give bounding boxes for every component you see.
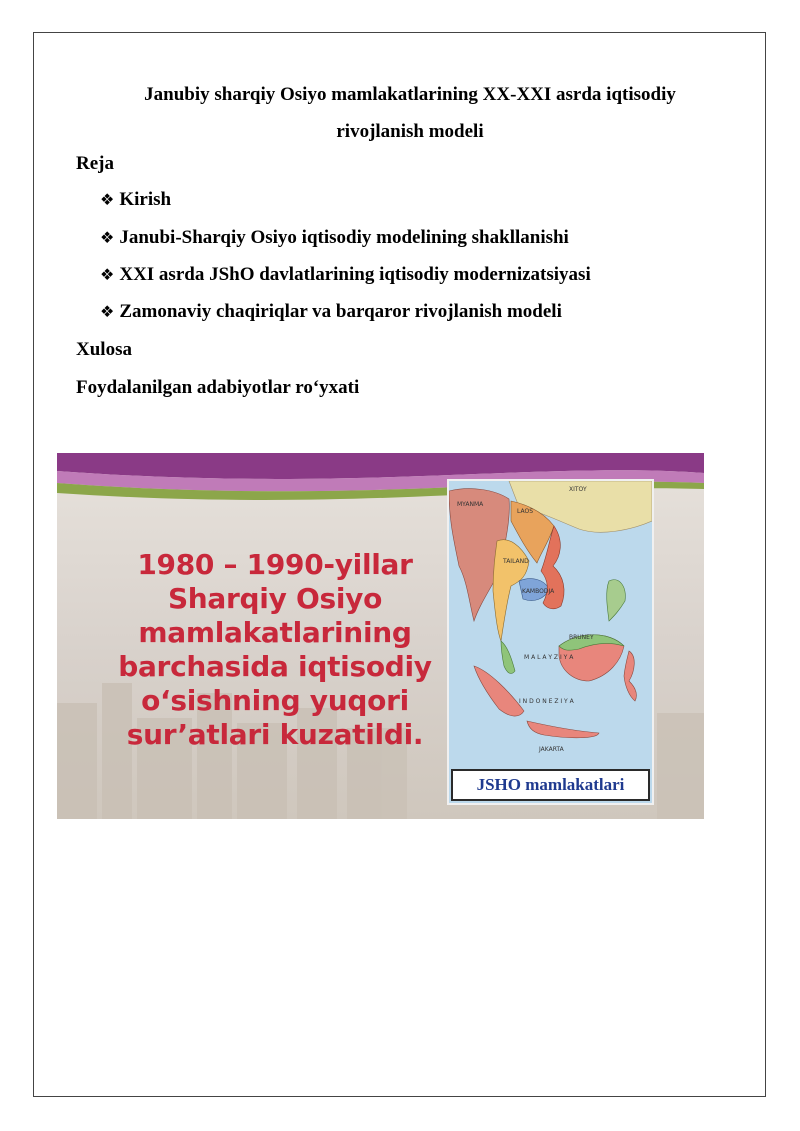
references-heading: Foydalanilgan adabiyotlar ro‘yxati: [76, 377, 360, 398]
title-line-1: Janubiy sharqiy Osiyo mamlakatlarining XX-XXI asrda iqtisodiy: [144, 84, 676, 105]
map-label: I N D O N E Z I Y A: [519, 698, 574, 705]
map-label: KAMBODJA: [522, 588, 555, 595]
banner-line: sur’atlari kuzatildi.: [126, 718, 424, 751]
banner-headline: [95, 548, 455, 752]
plan-item-label: XXI asrda JShO davlatlarining iqtisodiy modernizatsiyasi: [119, 264, 591, 285]
plan-item: [100, 264, 591, 286]
banner-line: mamlakatlarining: [138, 616, 412, 649]
map-label: JAKARTA: [539, 746, 564, 753]
plan-item: [100, 301, 562, 323]
map-label: XITOY: [569, 486, 587, 493]
plan-item: [100, 189, 171, 211]
map-label: LAOS: [517, 508, 534, 515]
banner-line: o‘sishning yuqori: [141, 684, 409, 717]
plan-item: [100, 227, 569, 249]
diamond-bullet-icon: ❖: [100, 190, 115, 209]
map-graphic: [449, 481, 652, 769]
map-label: TAILAND: [503, 558, 529, 565]
plan-item-label: Kirish: [119, 189, 172, 210]
diamond-bullet-icon: ❖: [100, 265, 115, 284]
map-label: BRUNEY: [569, 634, 594, 641]
map-caption: JSHO mamlakatlari: [451, 769, 650, 801]
title-line-2: rivojlanish modeli: [336, 121, 484, 142]
map-label: MYANMA: [457, 501, 484, 508]
plan-item-label: Zamonaviy chaqiriqlar va barqaror rivojlanish modeli: [119, 301, 562, 322]
document-title: [60, 76, 760, 150]
plan-item-label: Janubi-Sharqiy Osiyo iqtisodiy modelining shakllanishi: [119, 227, 569, 248]
plan-heading: Reja: [76, 153, 114, 174]
banner-image: [57, 453, 704, 819]
banner-line: barchasida iqtisodiy: [118, 650, 432, 683]
conclusion-heading: Xulosa: [76, 339, 132, 360]
diamond-bullet-icon: ❖: [100, 228, 115, 247]
southeast-asia-map: [447, 479, 654, 805]
banner-line: 1980 – 1990-yillar: [137, 548, 413, 581]
diamond-bullet-icon: ❖: [100, 302, 115, 321]
map-label: M A L A Y Z I Y A: [524, 654, 574, 661]
banner-line: Sharqiy Osiyo: [167, 582, 383, 615]
